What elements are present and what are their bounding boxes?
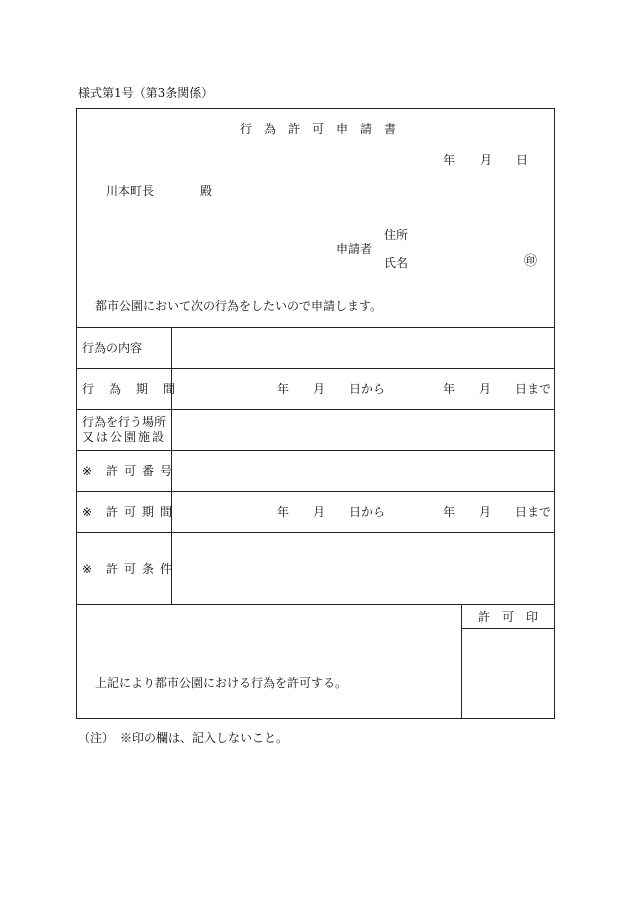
admin-only-mark: ※ — [82, 562, 93, 576]
admin-only-mark: ※ — [82, 505, 93, 519]
period-start-year: 年 — [277, 382, 290, 396]
period-end-year: 年 — [443, 382, 456, 396]
row-divider — [76, 450, 555, 451]
permit-stamp-label: 許 可 印 — [478, 610, 539, 624]
row-label-place-line1: 行為を行う場所 — [82, 415, 167, 429]
permit-period-end-month: 月 — [479, 505, 492, 519]
row-divider — [76, 532, 555, 533]
period-start-month: 月 — [313, 382, 326, 396]
table-border-left — [76, 108, 77, 719]
row-divider — [76, 491, 555, 492]
row-divider — [76, 327, 555, 328]
applicant-name-label: 氏名 — [384, 256, 409, 270]
date-day-label: 日 — [516, 153, 529, 167]
date-month-label: 月 — [480, 153, 493, 167]
date-year-label: 年 — [443, 153, 456, 167]
permit-period-start-month: 月 — [313, 505, 326, 519]
form-number-label: 様式第1号（第3条関係） — [78, 86, 214, 100]
stamp-header-divider — [461, 628, 555, 629]
row-divider — [76, 409, 555, 410]
applicant-address-label: 住所 — [384, 228, 409, 242]
row-label-permit-number: 許可番号 — [106, 464, 179, 478]
addressee-honorific: 殿 — [200, 184, 213, 198]
application-statement: 都市公園において次の行為をしたいので申請します。 — [95, 299, 383, 313]
permit-period-start-day: 日から — [349, 505, 386, 519]
table-border-top — [76, 108, 555, 109]
row-label-content: 行為の内容 — [82, 341, 143, 355]
stamp-column-divider — [461, 604, 462, 719]
permit-period-start-year: 年 — [277, 505, 290, 519]
row-divider — [76, 604, 555, 605]
seal-mark: ㊞ — [524, 254, 538, 269]
addressee-name: 川本町長 — [106, 184, 155, 198]
row-label-place-line2: 又は公園施設 — [82, 430, 167, 444]
footnote: （注） ※印の欄は、記入しないこと。 — [78, 731, 289, 745]
permit-period-end-year: 年 — [443, 505, 456, 519]
document-title: 行 為 許 可 申 請 書 — [240, 122, 397, 136]
approval-statement: 上記により都市公園における行為を許可する。 — [95, 676, 348, 690]
row-label-permit-period: 許可期間 — [106, 505, 179, 519]
period-end-day: 日まで — [515, 382, 552, 396]
row-label-permit-conditions: 許可条件 — [106, 562, 179, 576]
period-start-day: 日から — [349, 382, 386, 396]
admin-only-mark: ※ — [82, 464, 93, 478]
table-border-bottom — [76, 718, 555, 719]
row-label-period: 行為期間 — [82, 382, 191, 396]
row-divider — [76, 368, 555, 369]
applicant-label: 申請者 — [336, 242, 373, 256]
permit-period-end-day: 日まで — [515, 505, 552, 519]
period-end-month: 月 — [479, 382, 492, 396]
